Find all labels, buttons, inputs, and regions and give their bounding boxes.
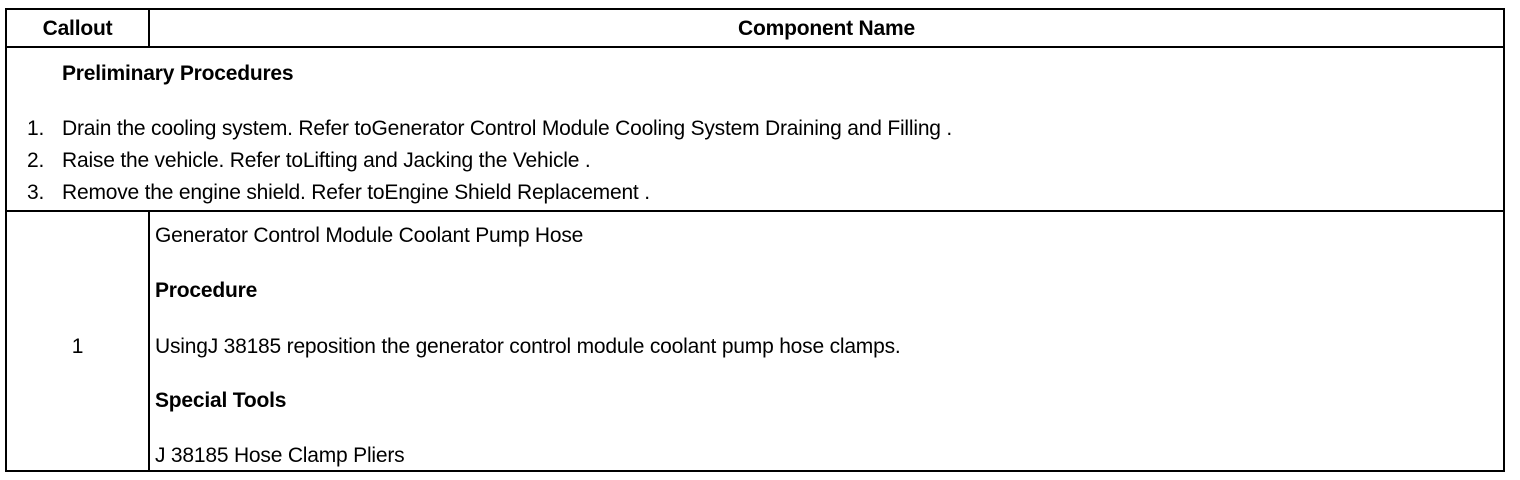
step-text: Raise the vehicle. Refer toLifting and Jacking the Vehicle . xyxy=(62,149,591,172)
procedure-heading: Procedure xyxy=(155,279,258,302)
special-tools-heading: Special Tools xyxy=(155,389,287,412)
step-text: Remove the engine shield. Refer toEngine Shield Replacement . xyxy=(62,181,650,204)
step-number: 2. xyxy=(27,149,45,172)
step-text: Drain the cooling system. Refer toGenerator Control Module Cooling System Draining and Filling . xyxy=(62,117,953,140)
component-table xyxy=(5,8,1505,472)
step-number: 3. xyxy=(27,181,45,204)
header-divider xyxy=(7,46,1503,48)
special-tools-text: J 38185 Hose Clamp Pliers xyxy=(155,444,405,467)
row-column-divider xyxy=(148,210,150,472)
header-component-name: Component Name xyxy=(738,17,915,40)
preliminary-heading: Preliminary Procedures xyxy=(62,62,294,85)
header-callout: Callout xyxy=(42,17,113,40)
preliminary-divider xyxy=(7,210,1503,212)
row-callout: 1 xyxy=(71,335,84,358)
procedure-text: UsingJ 38185 reposition the generator control module coolant pump hose clamps. xyxy=(155,335,901,358)
step-number: 1. xyxy=(27,117,45,140)
row-component-name: Generator Control Module Coolant Pump Hose xyxy=(155,224,584,247)
